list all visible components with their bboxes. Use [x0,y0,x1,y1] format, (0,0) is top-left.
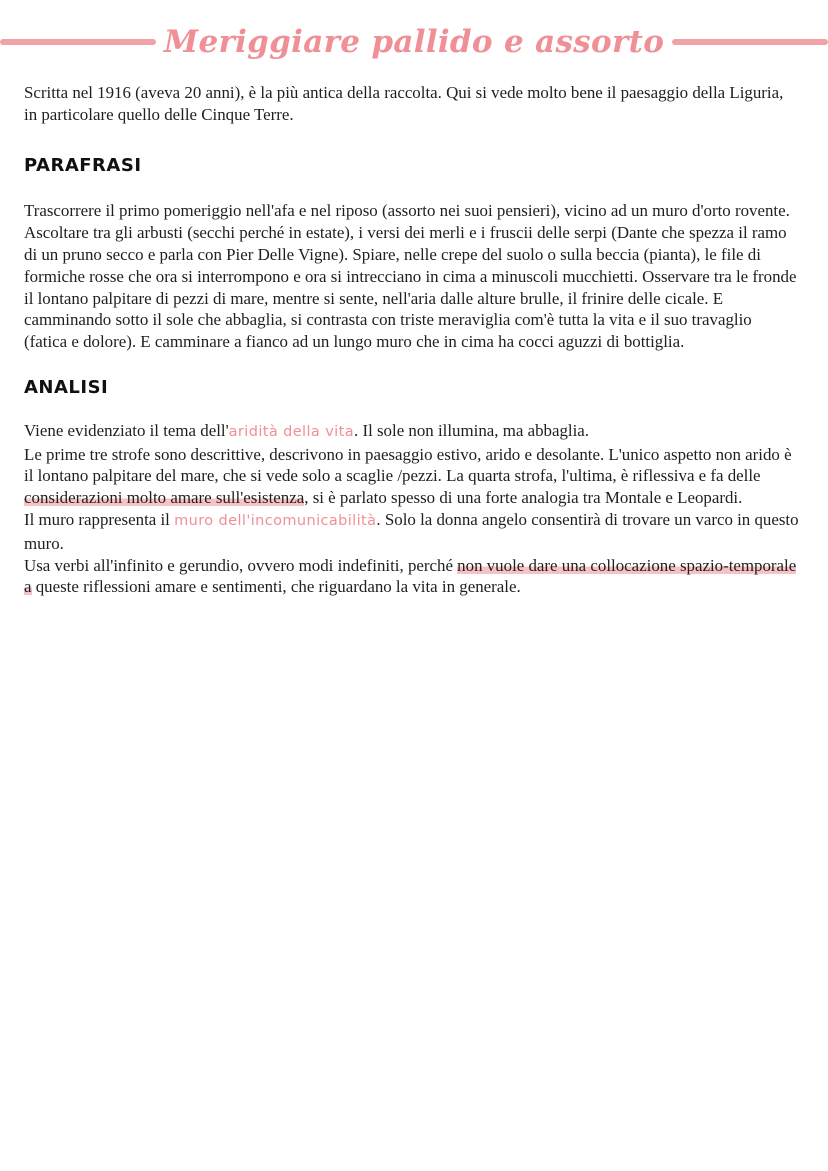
analisi-text: . Solo la donna angelo consentirà di trovare un varco in questo muro. [24,509,799,553]
keyword-aridita: aridità della vita [228,423,354,440]
title-row [0,18,828,66]
analisi-text: , si è parlato spesso di una forte analogia tra Montale e Leopardi. [304,488,743,508]
analisi-text: Usa verbi all'infinito e gerundio, ovvero modi indefiniti, perché [24,555,458,575]
analisi-paragraph-1 [24,420,799,444]
analisi-text: Il muro rappresenta il [24,509,175,529]
parafrasi-paragraph: Trascorrere il primo pomeriggio nell'afa e nel riposo (assorto nei suoi pensieri), vicino ad un muro d'orto rovente. Ascoltare tra gli arbusti (secchi perché in estate), i versi dei merli e i fruscii delle serpi (Dante che spezza il ramo di un pruno secco e parla con Pier Delle Vigne). Spiare, nelle crepe del suolo o sulla beccia (pianta), le file di formiche rosse che ora si interrompono e ora si intrecciano in cima a minuscoli mucchietti. Osservare tra le fronde il lontano palpitare di pezzi di mare, mentre si sente, nell'aria dalle alture brulle, il frinire delle cicale. E camminando sotto il sole che abbaglia, si contrasta con triste meraviglia com'è tutta la vita e il suo travaglio (fatica e dolore). E camminare a fianco ad un lungo muro che in cima ha cocci aguzzi di bottiglia. [24,201,797,352]
analisi-text: Viene evidenziato il tema dell' [24,420,229,440]
analisi-paragraph-3 [24,509,799,555]
intro-paragraph: Scritta nel 1916 (aveva 20 anni), è la più antica della raccolta. Qui si vede molto bene il paesaggio della Liguria, in particolare quello delle Cinque Terre. [24,83,784,124]
highlighted-text: considerazioni molto amare sull'esistenza [24,488,305,508]
title-divider-right [672,39,828,45]
analisi-paragraph-4 [24,555,799,599]
highlighted-text: non vuole dare una collocazione spazio-temporale a [24,555,797,597]
section-heading-parafrasi: PARAFRASI [24,154,142,176]
title-divider-left [0,39,156,45]
keyword-muro: muro dell'incomunicabilità [174,512,377,529]
document-body [24,82,799,598]
analisi-text: . Il sole non illumina, ma abbaglia. [354,420,590,440]
analisi-paragraph-2 [24,444,799,509]
analisi-text: queste riflessioni amare e sentimenti, che riguardano la vita in generale. [31,577,521,597]
section-heading-analisi: ANALISI [24,376,109,398]
analisi-text: Le prime tre strofe sono descrittive, descrivono in paesaggio estivo, arido e desolante. L'unico aspetto non arido è il lontano palpitare del mare, che si vede solo a scaglie /pezzi. La quarta strofa, l'ultima, è riflessiva e fa delle [24,444,792,486]
page-title: Meriggiare pallido e assorto [163,24,665,60]
